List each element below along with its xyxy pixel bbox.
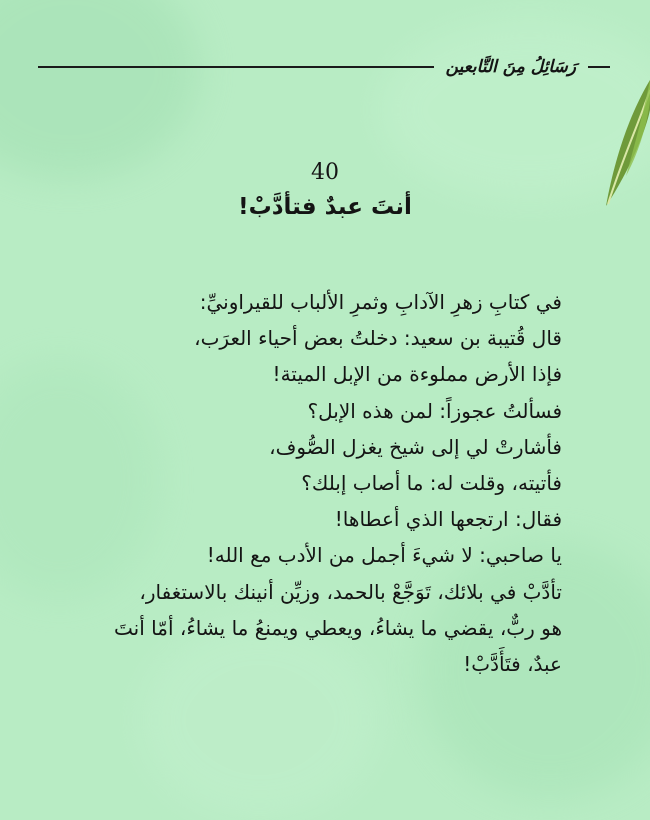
body-line: فأشارتْ لي إلى شيخ يغزل الصُّوف، <box>269 434 562 459</box>
book-title: رَسَائِلُ مِنَ التَّابعين <box>445 57 576 77</box>
body-line: فإذا الأرض مملوءة من الإبل الميتة! <box>272 362 562 387</box>
header-rule-short <box>588 66 610 68</box>
body-line: فأتيته، وقلت له: ما أصاب إبلك؟ <box>301 471 562 496</box>
chapter-number: 40 <box>311 160 339 185</box>
page-header <box>38 52 610 82</box>
body-line: هو ربٌّ، يقضي ما يشاءُ، ويعطي ويمنعُ ما يشاءُ، أمّا أنتَ <box>114 615 562 640</box>
body-line: فقال: ارتجعها الذي أعطاها! <box>334 507 562 532</box>
body-text <box>88 284 562 682</box>
leaf-icon <box>600 80 650 210</box>
body-line: تأدَّبْ في بلائك، تَوَجَّعْ بالحمد، وزيِّن أنينك بالاستغفار، <box>139 579 562 604</box>
body-line: عبدٌ، فتَأَدَّبْ! <box>463 652 562 677</box>
body-line: في كتابِ زهرِ الآدابِ وثمرِ الألباب للقيراونيِّ: <box>199 290 562 314</box>
header-rule <box>38 66 434 68</box>
chapter-title: أنتَ عبدٌ فتأدَّبْ! <box>238 194 412 220</box>
body-line: فسألتُ عجوزاً: لمن هذه الإبل؟ <box>307 398 562 423</box>
body-line: قال قُتيبة بن سعيد: دخلتُ بعض أحياء العرَب، <box>194 326 562 351</box>
background-wash <box>0 0 200 180</box>
body-line: يا صاحبي: لا شيءَ أجمل من الأدب مع الله! <box>206 543 562 568</box>
